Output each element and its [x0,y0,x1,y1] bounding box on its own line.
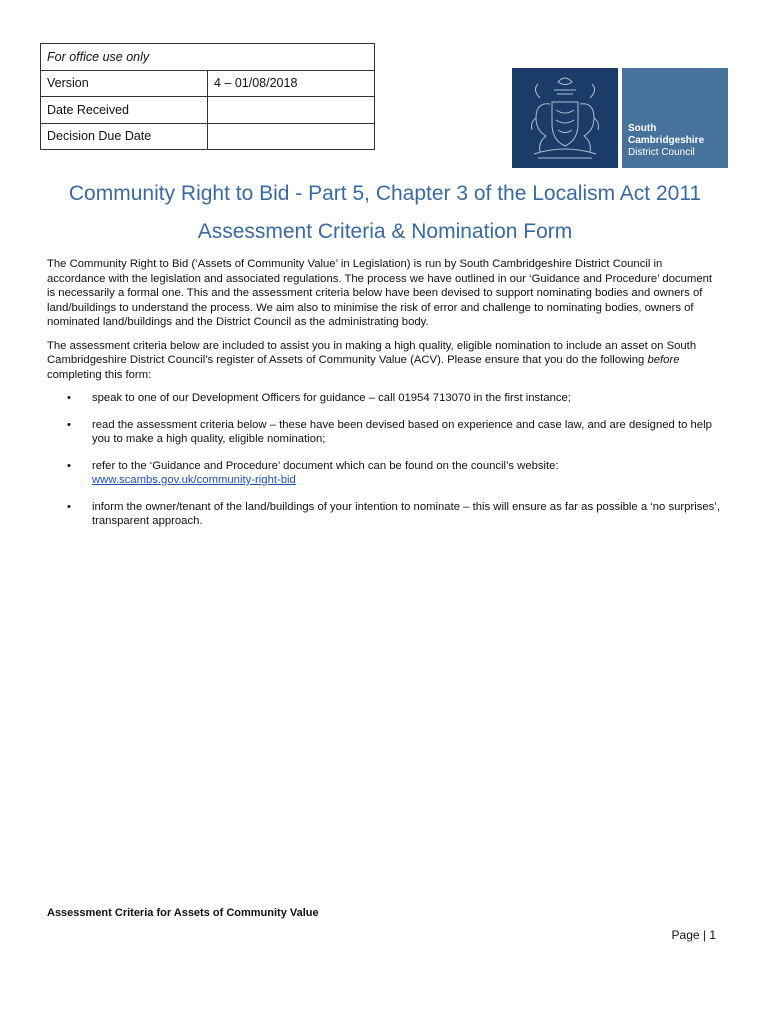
bullet-text-2: read the assessment criteria below – these have been devised based on experience and case law, and are designed to help you to make a high quality, eligible nomination; [92,418,712,445]
bullet-text-3: refer to the ‘Guidance and Procedure’ document which can be found on the council’s website: [92,459,559,472]
page-subtitle: Assessment Criteria & Nomination Form [197,220,573,243]
office-use-table [40,43,375,150]
bullet-icon: • [67,392,71,404]
intro-paragraph-1: The Community Right to Bid (‘Assets of Community Value’ in Legislation) is run by South Cambridgeshire District Council in accordance with the legislation and associated regulations. The process we have outlined in our ‘Guidance and Procedure’ document is necessarily a formal one. This and the assessment criteria below have been devised to support nominating bodies and owners of land/buildings to understand the process. We aim also to minimise the risk of error and challenge to nominating bodies, owners of nominated land/buildings and the District Council as the administrating body. [47,258,713,328]
version-value: 4 – 01/08/2018 [208,70,375,97]
list-item [47,459,723,488]
council-name-panel [622,68,728,168]
page-number: Page | 1 [671,928,716,942]
bullet-text-4: inform the owner/tenant of the land/buildings of your intention to nominate – this will ensure as far as possible a ‘no surprises’, transparent approach. [92,500,720,527]
version-label: Version [41,70,208,97]
intro-paragraph-2 [47,339,723,383]
logo-line-1: South [628,123,657,134]
logo-line-2: Cambridgeshire [628,135,705,146]
date-received-label: Date Received [41,97,208,124]
bullet-text-1: speak to one of our Development Officers for guidance – call 01954 713070 in the first instance; [92,392,571,404]
footer-title: Assessment Criteria for Assets of Community Value [47,907,319,919]
office-use-header: For office use only [41,44,375,71]
list-item [47,391,723,406]
list-item [47,418,723,447]
logo-line-3: District Council [628,147,695,158]
bullet-icon: • [67,418,71,431]
intro-paragraph-2-text: The assessment criteria below are included to assist you in making a high quality, eligible nomination to include an asset on South Cambridgeshire District Council’s register of Assets of Community Value (ACV). Please ensure that you do the following [47,339,697,366]
bullet-icon: • [67,500,71,513]
council-logo [512,68,728,168]
list-item [47,500,723,529]
decision-due-date-value [208,123,375,150]
decision-due-date-label: Decision Due Date [41,123,208,150]
guidance-website-link[interactable]: www.scambs.gov.uk/community-right-bid [92,474,296,486]
date-received-value [208,97,375,124]
intro-body [47,257,723,541]
bullet-icon: • [67,459,71,472]
crest-icon [512,68,618,168]
page-title: Community Right to Bid - Part 5, Chapter 3 of the Localism Act 2011 [68,182,702,205]
intro-paragraph-2-end: completing this form: [47,368,152,381]
coat-of-arms-icon [512,68,618,168]
intro-paragraph-2-emphasis: before [647,354,680,366]
instructions-list [47,391,723,529]
